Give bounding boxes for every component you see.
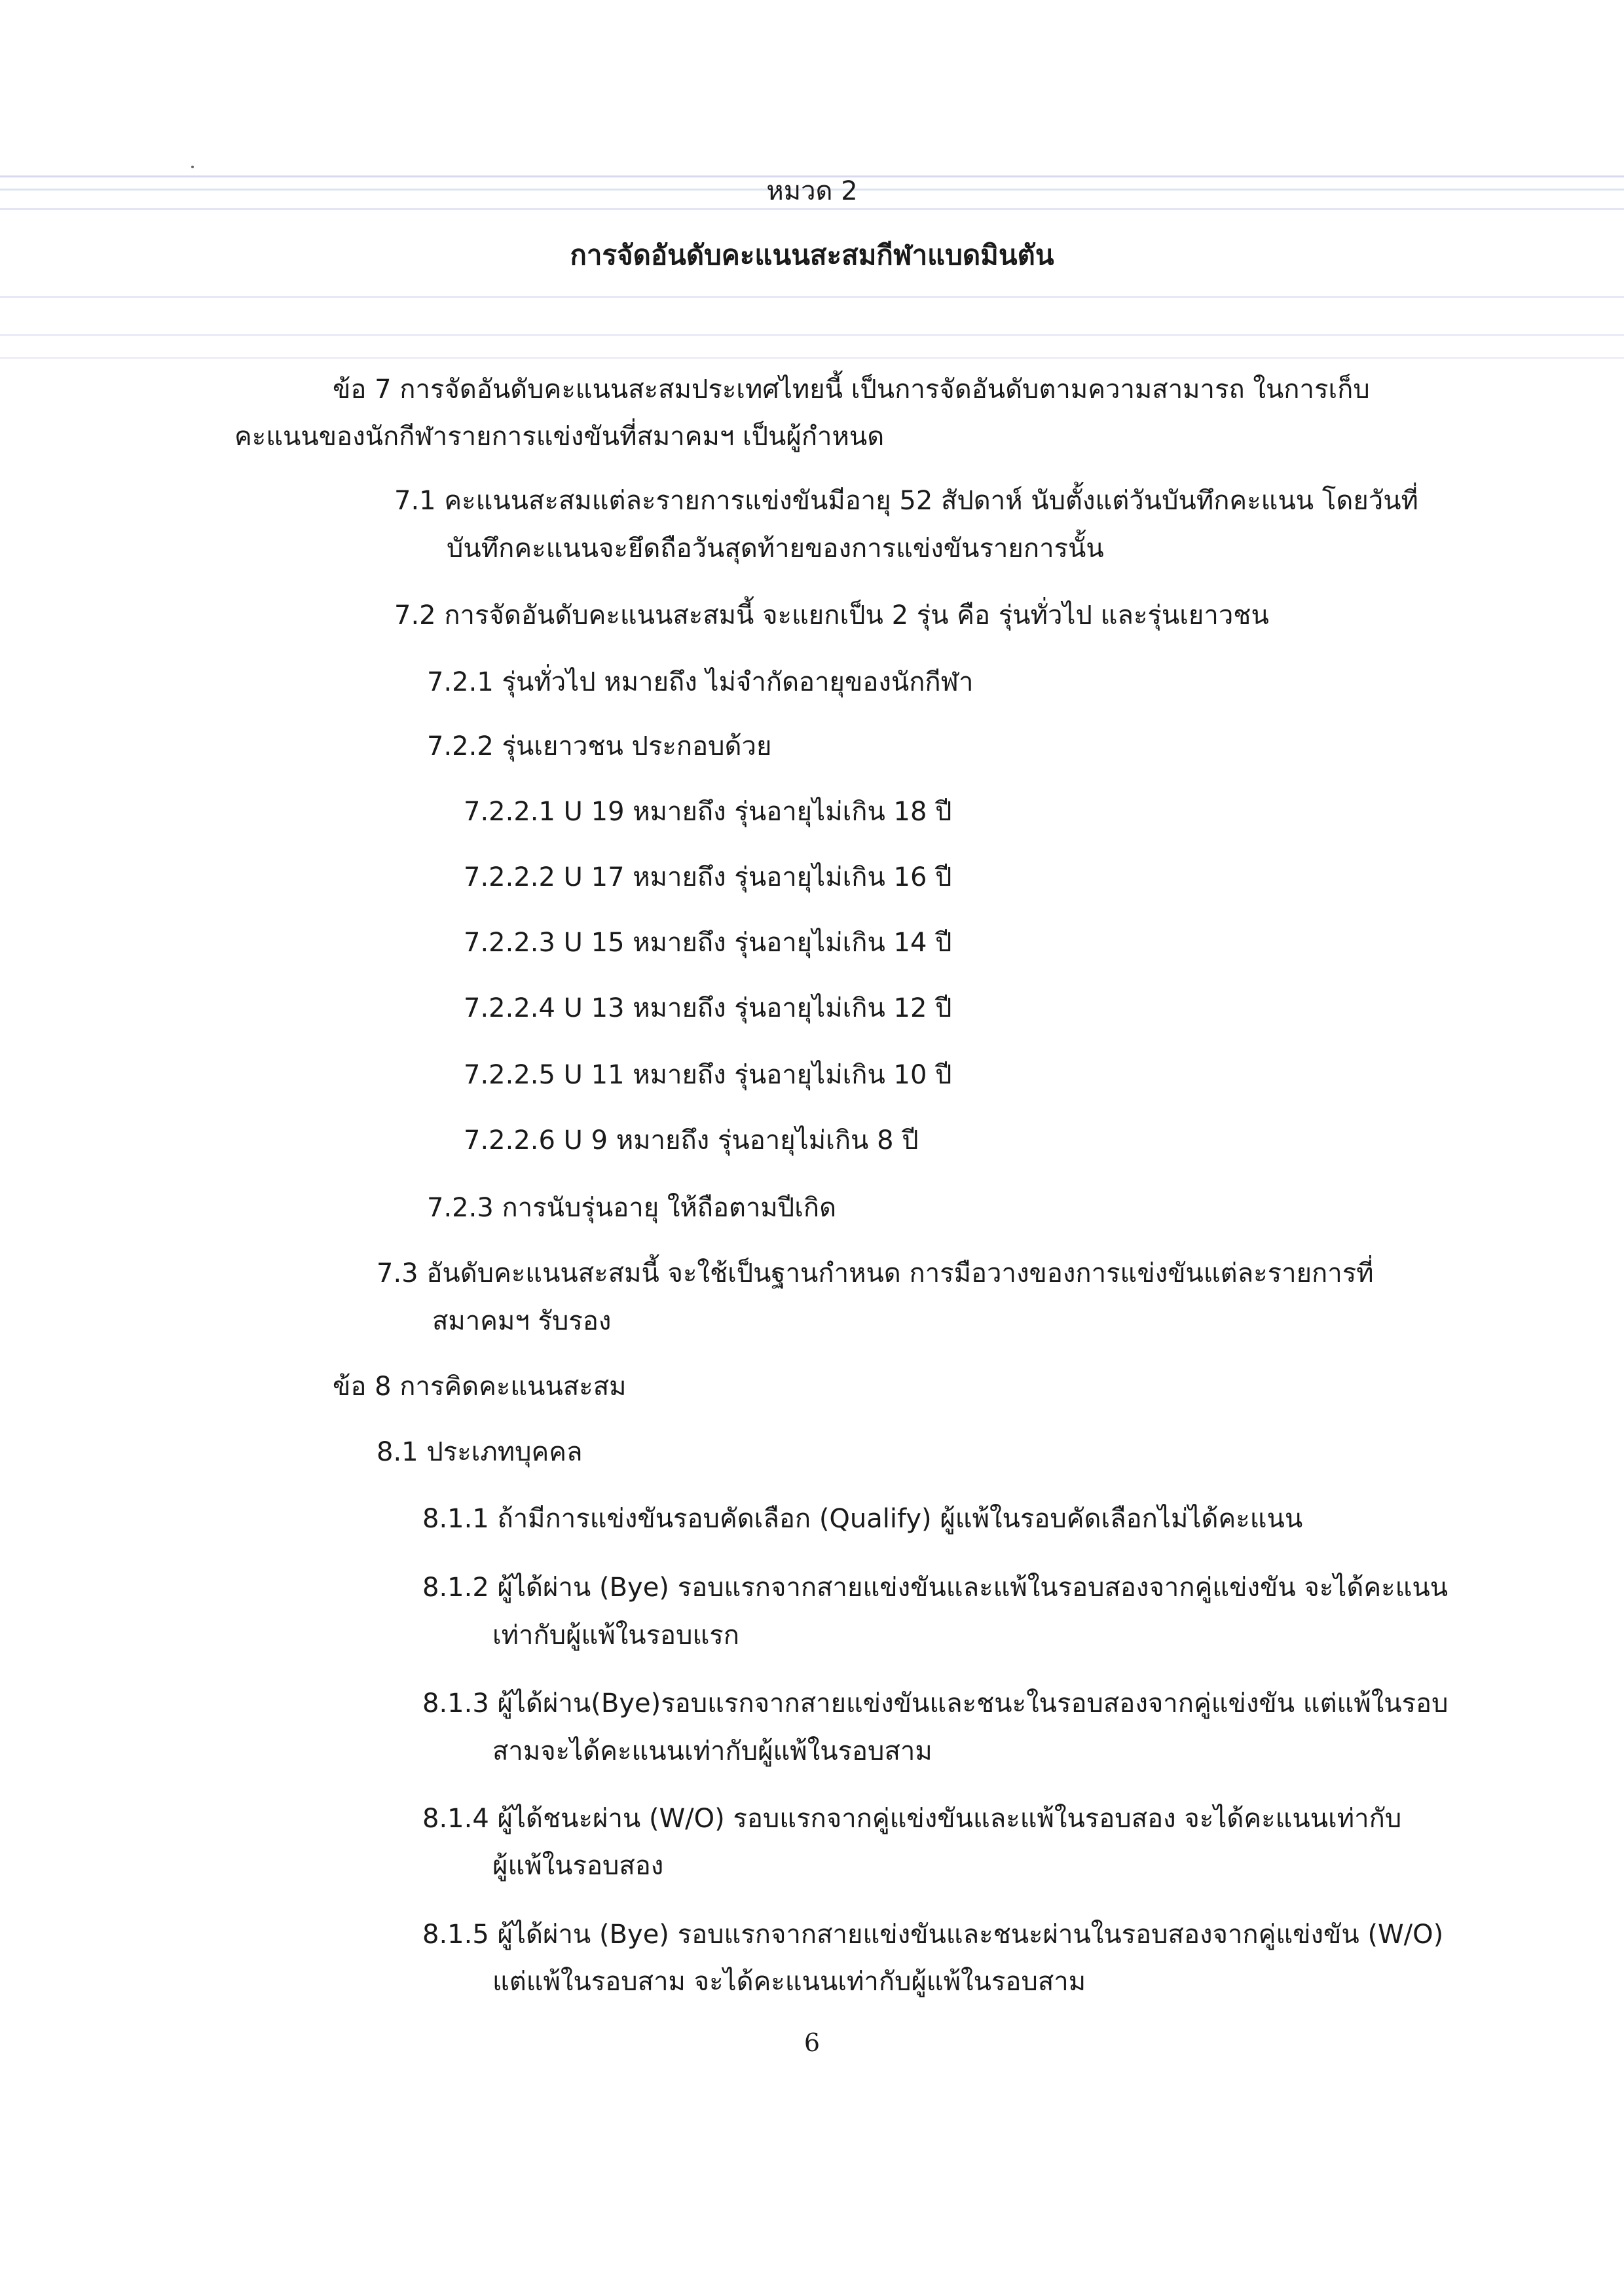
list-item: 7.2.2.4 U 13 หมายถึง รุ่นอายุไม่เกิน 12 ปี [464, 993, 952, 1023]
list-item: 7.2.2.3 U 15 หมายถึง รุ่นอายุไม่เกิน 14 ปี [464, 928, 952, 958]
paragraph-line: ผู้แพ้ในรอบสอง [492, 1851, 664, 1881]
paragraph-line: คะแนนของนักกีฬารายการแข่งขันที่สมาคมฯ เป็นผู้กำหนด [234, 422, 885, 452]
list-item: 7.2.2.6 U 9 หมายถึง รุ่นอายุไม่เกิน 8 ปี [464, 1125, 919, 1156]
chapter-title: การจัดอันดับคะแนนสะสมกีฬาแบดมินตัน [570, 239, 1054, 271]
scan-artifact-line [0, 296, 1624, 298]
paragraph-line: แต่แพ้ในรอบสาม จะได้คะแนนเท่ากับผู้แพ้ในรอบสาม [492, 1967, 1086, 1997]
paragraph-line: 7.2.1 รุ่นทั่วไป หมายถึง ไม่จำกัดอายุของนักกีฬา [427, 667, 974, 697]
paragraph-line: 7.3 อันดับคะแนนสะสมนี้ จะใช้เป็นฐานกำหนด การมือวางของการแข่งขันแต่ละรายการที่ [377, 1258, 1374, 1288]
paragraph-line: 8.1.2 ผู้ได้ผ่าน (Bye) รอบแรกจากสายแข่งขันและแพ้ในรอบสองจากคู่แข่งขัน จะได้คะแนน [422, 1573, 1449, 1603]
page-number: 6 [803, 2028, 821, 2057]
paragraph-line: 7.1 คะแนนสะสมแต่ละรายการแข่งขันมีอายุ 52 สัปดาห์ นับตั้งแต่วันบันทึกคะแนน โดยวันที่ [394, 486, 1418, 516]
paragraph-line: 8.1.4 ผู้ได้ชนะผ่าน (W/O) รอบแรกจากคู่แข่งขันและแพ้ในรอบสอง จะได้คะแนนเท่ากับ [422, 1804, 1402, 1834]
list-item: 7.2.2.5 U 11 หมายถึง รุ่นอายุไม่เกิน 10 ปี [464, 1060, 952, 1090]
paragraph-line: สามจะได้คะแนนเท่ากับผู้แพ้ในรอบสาม [492, 1736, 932, 1766]
paragraph-line: 7.2.2 รุ่นเยาวชน ประกอบด้วย [427, 731, 772, 761]
list-item: 7.2.2.1 U 19 หมายถึง รุ่นอายุไม่เกิน 18 ปี [464, 797, 952, 827]
paragraph-line: 8.1 ประเภทบุคคล [377, 1437, 583, 1467]
scan-artifact-line [0, 357, 1624, 359]
list-item: 7.2.2.2 U 17 หมายถึง รุ่นอายุไม่เกิน 16 ปี [464, 862, 952, 892]
chapter-heading: หมวด 2 [766, 176, 858, 206]
paragraph-line: 8.1.5 ผู้ได้ผ่าน (Bye) รอบแรกจากสายแข่งขันและชนะผ่านในรอบสองจากคู่แข่งขัน (W/O) [422, 1920, 1444, 1950]
paragraph-line: บันทึกคะแนนจะยึดถือวันสุดท้ายของการแข่งขันรายการนั้น [447, 534, 1104, 564]
paragraph-line: ข้อ 7 การจัดอันดับคะแนนสะสมประเทศไทยนี้ เป็นการจัดอันดับตามความสามารถ ในการเก็บ [333, 374, 1370, 405]
paragraph-line: เท่ากับผู้แพ้ในรอบแรก [492, 1620, 739, 1650]
paragraph-line: สมาคมฯ รับรอง [432, 1306, 612, 1336]
scan-speck [191, 166, 194, 168]
paragraph-line: 8.1.3 ผู้ได้ผ่าน(Bye)รอบแรกจากสายแข่งขันและชนะในรอบสองจากคู่แข่งขัน แต่แพ้ในรอบ [422, 1688, 1449, 1719]
paragraph-line: 7.2 การจัดอันดับคะแนนสะสมนี้ จะแยกเป็น 2 รุ่น คือ รุ่นทั่วไป และรุ่นเยาวชน [394, 600, 1269, 630]
paragraph-line: 7.2.3 การนับรุ่นอายุ ให้ถือตามปีเกิด [427, 1193, 837, 1223]
scan-artifact-line [0, 334, 1624, 336]
paragraph-line: ข้อ 8 การคิดคะแนนสะสม [333, 1372, 627, 1402]
paragraph-line: 8.1.1 ถ้ามีการแข่งขันรอบคัดเลือก (Qualify) ผู้แพ้ในรอบคัดเลือกไม่ได้คะแนน [422, 1504, 1303, 1534]
